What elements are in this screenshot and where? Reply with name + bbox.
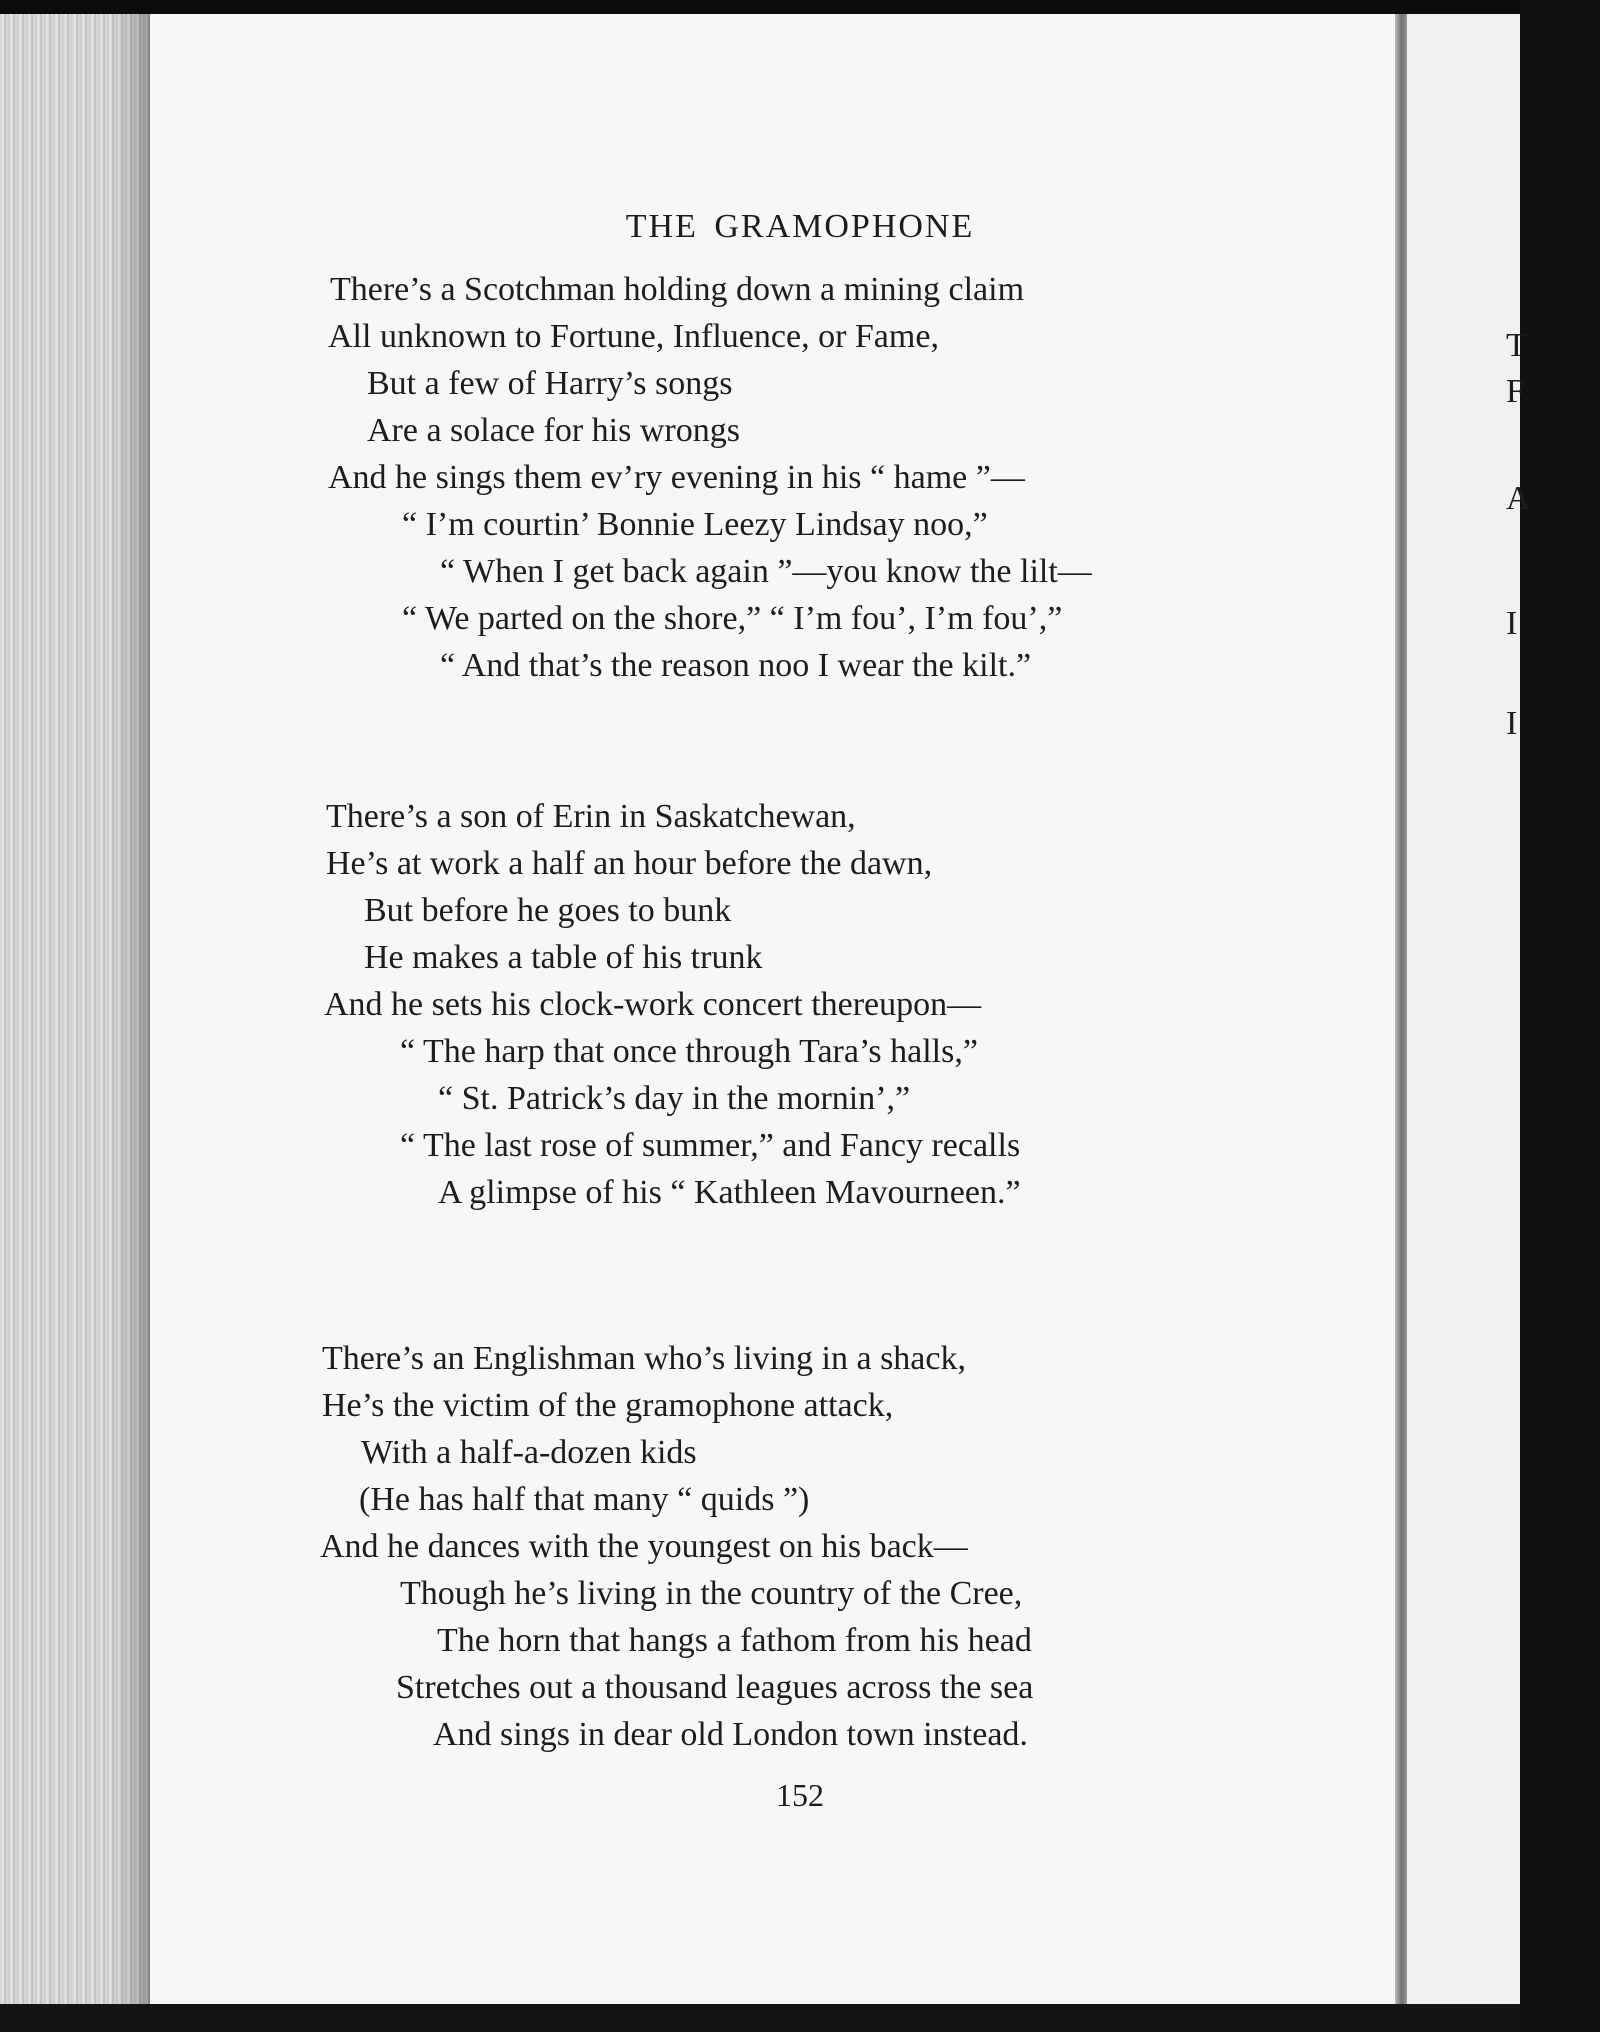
- poem-line: A glimpse of his “ Kathleen Mavourneen.”: [438, 1174, 1021, 1211]
- poem-line: Stretches out a thousand leagues across the sea: [396, 1669, 1034, 1706]
- poem-line: The horn that hangs a fathom from his head: [437, 1622, 1032, 1659]
- book-edge-shadow: [110, 14, 152, 2004]
- poem-line: There’s an Englishman who’s living in a shack,: [322, 1340, 966, 1377]
- poem-line: Though he’s living in the country of the Cree,: [400, 1575, 1023, 1612]
- poem-line: And he sets his clock-work concert thereupon—: [324, 986, 982, 1023]
- poem-line: “ When I get back again ”—you know the lilt—: [440, 553, 1092, 590]
- poem-line: He makes a table of his trunk: [364, 939, 763, 976]
- poem-line: All unknown to Fortune, Influence, or Fame,: [328, 318, 939, 355]
- poem-line: “ St. Patrick’s day in the mornin’,”: [438, 1080, 911, 1117]
- adjacent-page-fragment: I: [1506, 605, 1518, 642]
- adjacent-page-fragment: I: [1506, 705, 1518, 742]
- poem-line: Are a solace for his wrongs: [367, 412, 740, 449]
- poem-title: THE GRAMOPHONE: [625, 208, 975, 245]
- adjacent-page-fragment: F: [1506, 373, 1525, 410]
- poem-line: “ The last rose of summer,” and Fancy recalls: [400, 1127, 1021, 1164]
- poem-line: There’s a Scotchman holding down a mining claim: [330, 271, 1025, 308]
- poem-line: But a few of Harry’s songs: [367, 365, 733, 402]
- adjacent-page-fragment: T: [1506, 327, 1527, 364]
- adjacent-page-fragment: A: [1506, 480, 1531, 517]
- scan-border-bottom: [0, 2004, 1520, 2032]
- poem-line: “ And that’s the reason noo I wear the kilt.”: [440, 647, 1032, 684]
- poem-line: There’s a son of Erin in Saskatchewan,: [326, 798, 856, 835]
- poem-line: And he dances with the youngest on his back—: [320, 1528, 968, 1565]
- book-gutter: [1395, 14, 1407, 2008]
- poem-line: “ I’m courtin’ Bonnie Leezy Lindsay noo,”: [402, 506, 988, 543]
- poem-line: But before he goes to bunk: [364, 892, 732, 929]
- poem-line: He’s at work a half an hour before the dawn,: [326, 845, 933, 882]
- page-number: 152: [776, 1777, 824, 1813]
- scan-border-top: [0, 0, 1520, 14]
- poem-line: “ The harp that once through Tara’s halls,”: [400, 1033, 978, 1070]
- poem-line: “ We parted on the shore,” “ I’m fou’, I’m fou’,”: [402, 600, 1063, 637]
- poem-line: And he sings them ev’ry evening in his “ hame ”—: [328, 459, 1025, 496]
- poem-line: With a half-a-dozen kids: [361, 1434, 697, 1471]
- right-page-sliver: [1407, 14, 1520, 2008]
- poem-line: He’s the victim of the gramophone attack,: [322, 1387, 894, 1424]
- poem-line: And sings in dear old London town instead.: [433, 1716, 1028, 1753]
- poem-line: (He has half that many “ quids ”): [359, 1481, 810, 1518]
